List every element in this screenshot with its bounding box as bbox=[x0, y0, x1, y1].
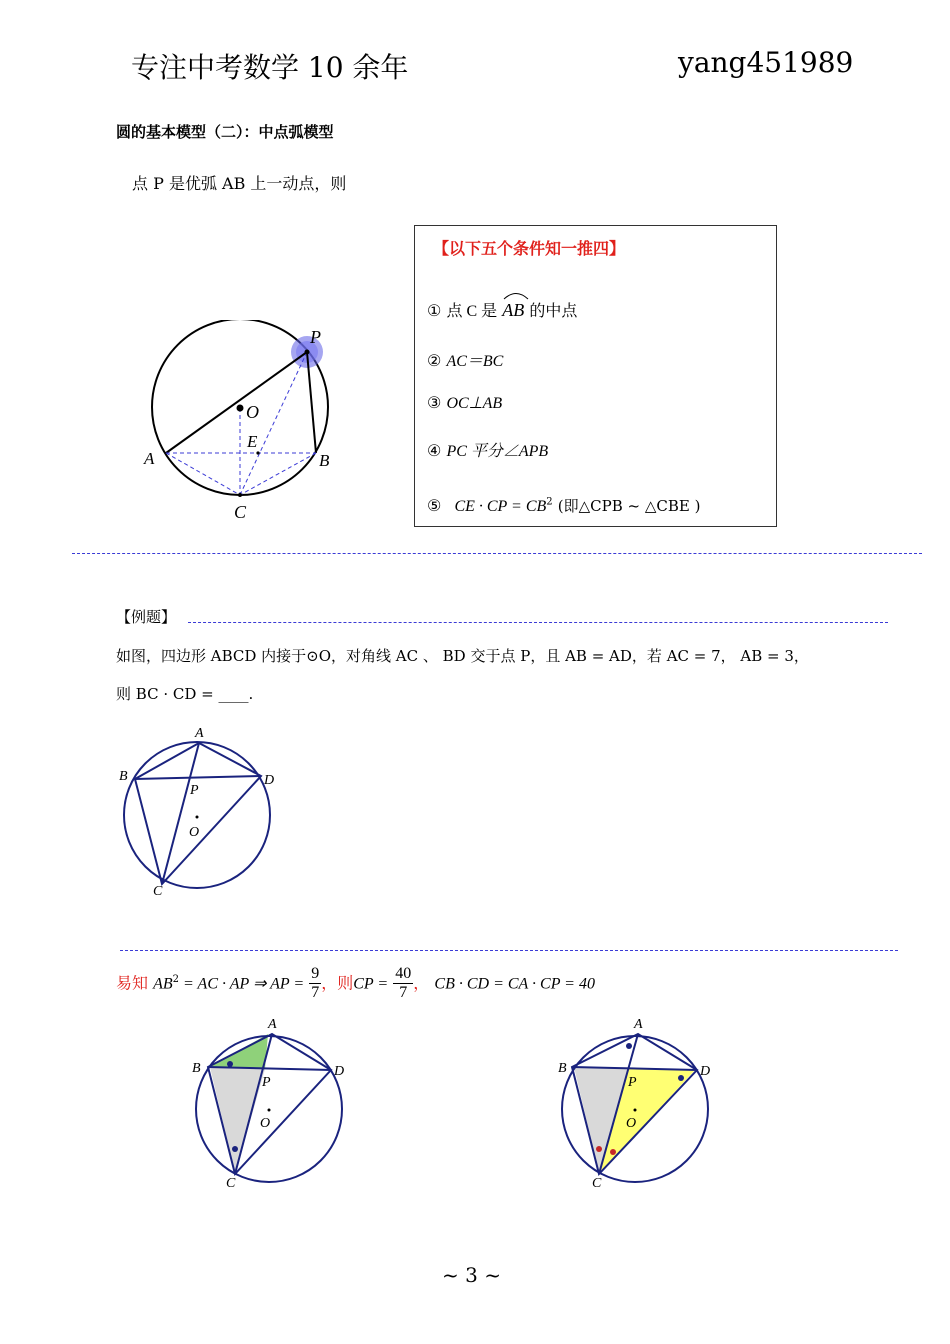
solution-separator bbox=[120, 950, 898, 951]
fig3-label-o: O bbox=[260, 1116, 271, 1131]
fig4-label-c: C bbox=[592, 1176, 602, 1191]
fig1-label-p: P bbox=[310, 327, 321, 347]
arc-ab: AB bbox=[502, 296, 524, 321]
fig2-label-c: C bbox=[153, 884, 163, 899]
fraction-ap: $\frac{9}{7}$ bbox=[311, 965, 320, 1002]
fig3-label-b: B bbox=[192, 1061, 201, 1076]
fig3-label-a: A bbox=[268, 1017, 277, 1032]
condition-2: ② AC＝BC bbox=[427, 351, 504, 370]
fraction-cp: $\frac{40}{7}$ bbox=[395, 965, 412, 1002]
fig4-label-d: D bbox=[700, 1064, 711, 1079]
header-left: 专注中考数学 10 余年 bbox=[131, 51, 409, 84]
example-tag: 【例题】 bbox=[116, 608, 177, 626]
figure-midpoint-arc bbox=[130, 320, 350, 530]
fig4-label-a: A bbox=[634, 1017, 643, 1032]
fig2-label-b: B bbox=[119, 769, 128, 784]
solution-line: 易知 $AB^2$ = AC · AP ⇒ AP = $\frac{9}{7}$ ，则CP = $\frac{40}{7}$ ， CB · CD = CA · CP = 40 bbox=[116, 965, 595, 1002]
figure-solution-right bbox=[554, 1012, 724, 1194]
example-line-2: 则 BC · CD = ____. bbox=[116, 685, 254, 703]
fig1-line-bc bbox=[240, 453, 316, 495]
condition-4: ④ PC 平分∠APB bbox=[427, 441, 549, 460]
fig2-label-d: D bbox=[264, 773, 275, 788]
fig1-line-ap bbox=[166, 352, 307, 453]
header-right: yang451989 bbox=[678, 46, 854, 79]
fig2-label-a: A bbox=[195, 726, 204, 741]
fig1-line-ac bbox=[166, 453, 240, 495]
page-number: ~ 3 ~ bbox=[442, 1263, 501, 1287]
conditions-title: 【以下五个条件知一推四】 bbox=[433, 239, 626, 258]
fig1-label-c: C bbox=[234, 502, 247, 522]
fig2-label-o: O bbox=[189, 825, 200, 840]
fig1-label-o: O bbox=[246, 402, 259, 422]
fig3-label-p: P bbox=[262, 1075, 271, 1090]
fig1-point-e bbox=[256, 451, 259, 454]
section-intro: 点 P 是优弧 AB 上一动点，则 bbox=[132, 174, 347, 193]
conditions-box bbox=[414, 225, 777, 527]
fig4-label-o: O bbox=[626, 1116, 637, 1131]
condition-1: ① 点 C 是 AB 的中点 bbox=[427, 296, 577, 321]
condition-3: ③ OC⊥AB bbox=[427, 393, 503, 412]
condition-5: ⑤ CE · CP = $CB^2$ (即△CPB ~ △CBE ) bbox=[427, 496, 701, 515]
fig1-point-c bbox=[238, 493, 242, 497]
fig3-label-d: D bbox=[334, 1064, 345, 1079]
section-separator bbox=[72, 553, 922, 554]
fig2-label-p: P bbox=[190, 783, 199, 798]
fig1-center-o bbox=[237, 405, 244, 412]
fig1-label-a: A bbox=[144, 449, 155, 468]
figure-solution-left bbox=[188, 1012, 358, 1194]
fig1-label-b: B bbox=[319, 451, 330, 470]
example-tag-line bbox=[188, 622, 888, 623]
fig4-label-p: P bbox=[628, 1075, 637, 1090]
figure-example bbox=[112, 722, 287, 904]
fig1-label-e: E bbox=[247, 432, 258, 451]
section-title: 圆的基本模型（二）：中点弧模型 bbox=[116, 123, 334, 141]
fig4-label-b: B bbox=[558, 1061, 567, 1076]
fig3-label-c: C bbox=[226, 1176, 236, 1191]
example-line-1: 如图，四边形 ABCD 内接于⊙O，对角线 AC 、 BD 交于点 P，且 AB = AD，若 AC = 7， AB = 3， bbox=[116, 647, 809, 665]
